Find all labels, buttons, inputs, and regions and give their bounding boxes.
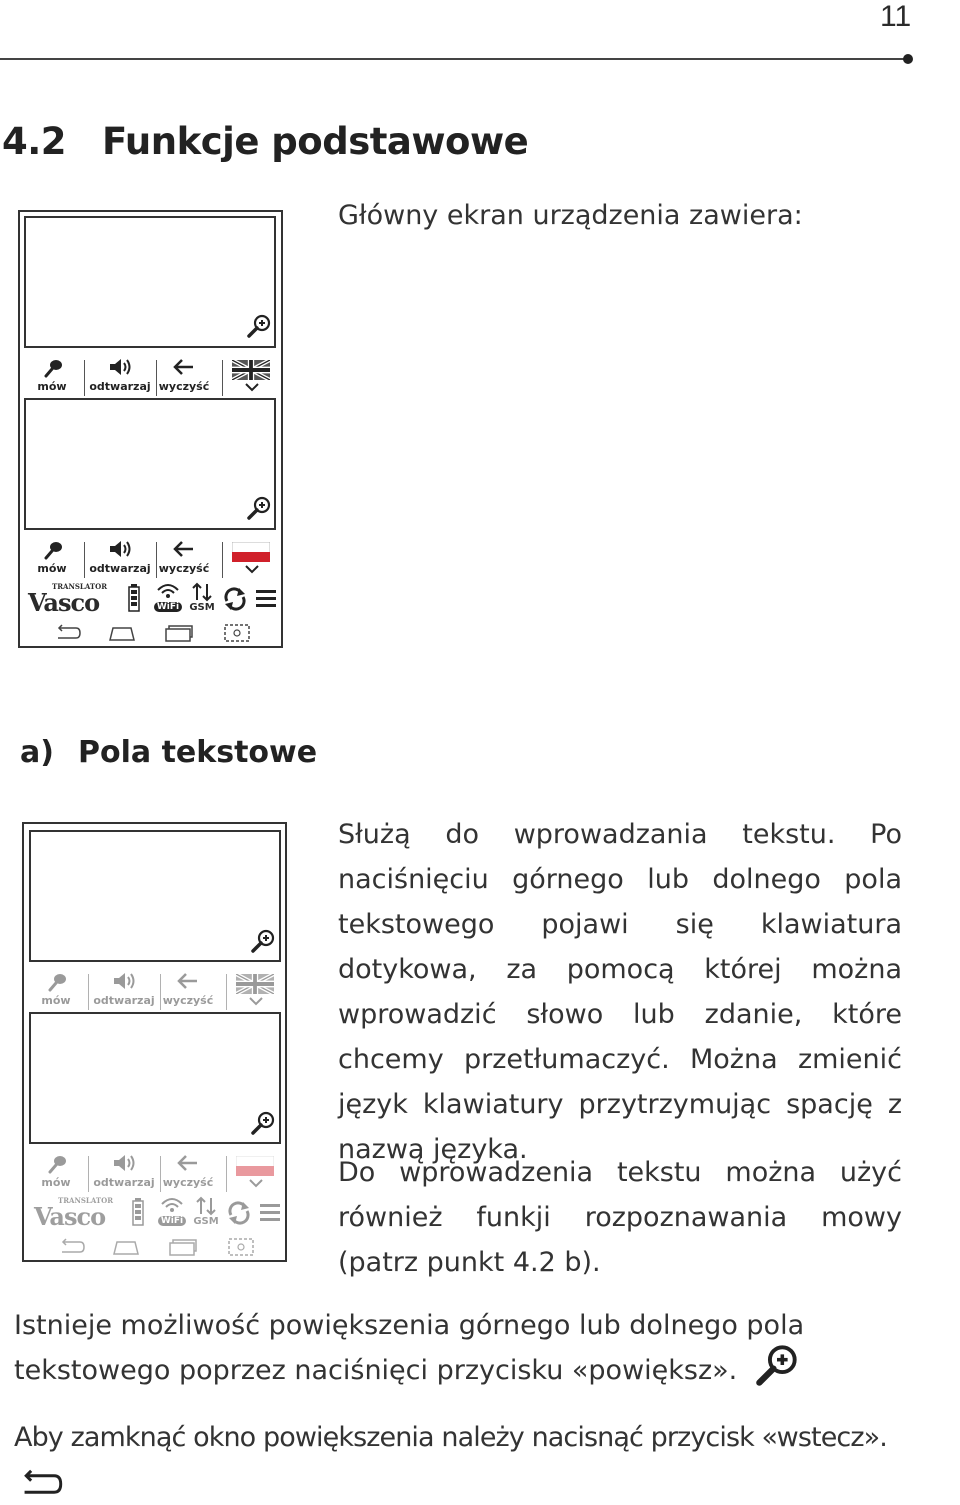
zoom-in-icon[interactable] <box>250 928 276 954</box>
bottom-text-field[interactable] <box>29 1012 281 1144</box>
section-title: Funkcje podstawowe <box>102 120 529 163</box>
chevron-down-icon[interactable] <box>248 1178 264 1188</box>
page-number: 11 <box>880 0 912 33</box>
microphone-icon <box>26 538 78 562</box>
header-rule <box>0 58 908 60</box>
zoom-description <box>14 1303 914 1393</box>
speak-button[interactable]: mów <box>26 356 78 398</box>
uk-flag-icon[interactable] <box>232 360 270 380</box>
vasco-logo <box>28 582 118 616</box>
arrow-left-icon <box>162 970 214 994</box>
sync-icon[interactable] <box>222 586 248 612</box>
arrow-left-icon <box>158 538 210 562</box>
separator <box>160 1156 161 1192</box>
arrow-left-icon <box>158 356 210 380</box>
subsection-number: a) <box>20 735 54 770</box>
wifi-indicator <box>154 582 182 616</box>
device-screen-mockup-text-fields <box>22 822 287 1262</box>
wifi-indicator <box>158 1196 186 1230</box>
gsm-label: GSM <box>189 602 215 613</box>
recent-apps-icon[interactable] <box>168 1238 198 1256</box>
zoom-in-icon[interactable] <box>246 313 272 339</box>
separator <box>156 542 157 578</box>
subsection-title: Pola tekstowe <box>78 735 318 770</box>
separator <box>88 1156 89 1192</box>
speaker-icon <box>86 356 154 380</box>
gsm-indicator <box>188 582 216 616</box>
zoom-in-icon[interactable] <box>246 495 272 521</box>
subsection-heading <box>20 735 317 770</box>
battery-icon <box>132 1198 144 1226</box>
logo-text: Vasco <box>34 1202 106 1231</box>
back-icon <box>18 1469 64 1499</box>
recent-apps-icon[interactable] <box>164 624 194 642</box>
speaker-icon <box>90 970 158 994</box>
speak-button[interactable]: mów <box>30 970 82 1012</box>
clear-button[interactable]: wyczyść <box>158 356 210 398</box>
back-icon[interactable] <box>58 1238 86 1256</box>
speak-button[interactable]: mów <box>30 1152 82 1194</box>
home-icon[interactable] <box>112 1238 140 1256</box>
separator <box>156 360 157 396</box>
vasco-logo <box>34 1196 124 1230</box>
gsm-label: GSM <box>193 1216 219 1227</box>
wifi-label: WiFi <box>158 1216 186 1226</box>
back-icon[interactable] <box>54 624 82 642</box>
play-button[interactable]: odtwarzaj <box>90 1152 158 1194</box>
wifi-icon <box>158 1196 186 1212</box>
separator <box>226 974 227 1010</box>
bottom-controls <box>24 1152 285 1194</box>
text-fields-description: Służą do wprowadzania tekstu. Po naciśnięciu górnego lub dolnego pola tekstowego pojawi się klawiatura dotykowa, za pomocą której można wprowadzić słowo lub zdanie, które chcemy przetłumaczyć. Można zmienić język klawiatury przytrzymując spację z nazwą języka. <box>338 819 902 1165</box>
data-transfer-icon <box>188 582 216 602</box>
menu-icon[interactable] <box>260 1202 280 1224</box>
home-icon[interactable] <box>108 624 136 642</box>
separator <box>222 542 223 578</box>
status-bar <box>24 1194 285 1234</box>
microphone-icon <box>26 356 78 380</box>
logo-subtitle: TRANSLATOR <box>58 1196 114 1205</box>
wifi-label: WiFi <box>154 602 182 612</box>
arrow-left-icon <box>162 1152 214 1176</box>
play-button[interactable]: odtwarzaj <box>86 356 154 398</box>
navigation-bar <box>20 620 281 648</box>
uk-flag-icon[interactable] <box>236 974 274 994</box>
chevron-down-icon[interactable] <box>244 564 260 574</box>
sync-icon[interactable] <box>226 1200 252 1226</box>
data-transfer-icon <box>192 1196 220 1216</box>
top-text-field[interactable] <box>24 216 276 348</box>
device-screen-mockup <box>18 210 283 648</box>
status-bar <box>20 580 281 620</box>
separator <box>226 1156 227 1192</box>
pl-flag-icon[interactable] <box>236 1156 274 1176</box>
logo-subtitle: TRANSLATOR <box>52 582 108 591</box>
gsm-indicator <box>192 1196 220 1230</box>
bottom-text-field[interactable] <box>24 398 276 530</box>
menu-icon[interactable] <box>256 588 276 610</box>
screenshot-icon[interactable] <box>224 624 250 642</box>
zoom-in-icon <box>754 1342 800 1388</box>
navigation-bar <box>24 1234 285 1262</box>
separator <box>222 360 223 396</box>
logo-text: Vasco <box>28 588 100 617</box>
section-number: 4.2 <box>2 120 67 163</box>
section-heading <box>2 120 528 163</box>
battery-icon <box>128 584 140 612</box>
top-controls <box>24 970 285 1012</box>
separator <box>84 542 85 578</box>
pl-flag-icon[interactable] <box>232 542 270 562</box>
zoom-in-icon[interactable] <box>250 1110 276 1136</box>
clear-button[interactable]: wyczyść <box>158 538 210 580</box>
play-button[interactable]: odtwarzaj <box>90 970 158 1012</box>
speaker-icon <box>86 538 154 562</box>
clear-button[interactable]: wyczyść <box>162 970 214 1012</box>
bottom-controls <box>20 538 281 580</box>
microphone-icon <box>30 1152 82 1176</box>
microphone-icon <box>30 970 82 994</box>
close-zoom-text: Aby zamknąć okno powiększenia należy nacisnąć przycisk «wstecz». <box>14 1422 887 1453</box>
speech-recognition-note: Do wprowadzenia tekstu można użyć również funkji rozpoznawania mowy (patrz punkt 4.2 b). <box>338 1157 902 1278</box>
top-text-field[interactable] <box>29 830 281 962</box>
chevron-down-icon[interactable] <box>248 996 264 1006</box>
play-button[interactable]: odtwarzaj <box>86 538 154 580</box>
header-rule-dot <box>903 54 913 64</box>
screenshot-icon[interactable] <box>228 1238 254 1256</box>
chevron-down-icon[interactable] <box>244 382 260 392</box>
close-zoom-instruction <box>14 1415 914 1505</box>
zoom-description-text: Istnieje możliwość powiększenia górnego lub dolnego pola tekstowego poprzez naciśnięci przycisku «powiększ». <box>14 1310 805 1386</box>
speaker-icon <box>90 1152 158 1176</box>
clear-button[interactable]: wyczyść <box>162 1152 214 1194</box>
speak-button[interactable]: mów <box>26 538 78 580</box>
separator <box>160 974 161 1010</box>
intro-text: Główny ekran urządzenia zawiera: <box>338 200 803 231</box>
separator <box>84 360 85 396</box>
top-controls <box>20 356 281 398</box>
wifi-icon <box>154 582 182 598</box>
separator <box>88 974 89 1010</box>
